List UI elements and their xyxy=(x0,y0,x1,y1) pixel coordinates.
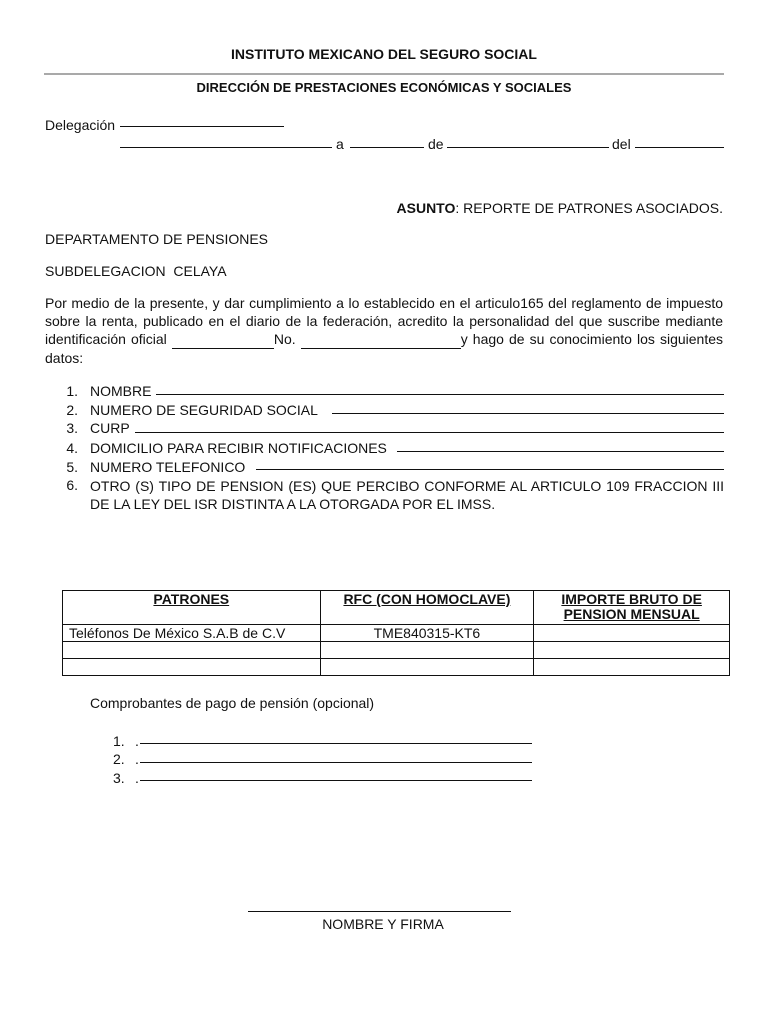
date-del-label: del xyxy=(612,136,631,152)
curp-blank[interactable] xyxy=(135,432,724,433)
header-employers: PATRONES xyxy=(63,591,321,625)
receipt-blank-1[interactable] xyxy=(140,743,532,744)
subject-text: : REPORTE DE PATRONES ASOCIADOS. xyxy=(455,200,723,216)
rfc-cell[interactable] xyxy=(320,659,534,676)
table-header-row xyxy=(63,591,730,625)
phone-blank[interactable] xyxy=(256,469,724,470)
year-blank[interactable] xyxy=(635,147,724,148)
field-label-address: DOMICILIO PARA RECIBIR NOTIFICACIONES xyxy=(90,440,387,456)
id-type-blank[interactable] xyxy=(172,330,274,349)
receipt-dot: . xyxy=(135,751,139,767)
field-label-phone: NUMERO TELEFONICO xyxy=(90,459,246,475)
delegation-label: Delegación xyxy=(45,117,116,133)
nss-blank[interactable] xyxy=(332,413,724,414)
name-blank[interactable] xyxy=(156,394,724,395)
day-blank[interactable] xyxy=(350,147,424,148)
field-label-nss: NUMERO DE SEGURIDAD SOCIAL xyxy=(90,402,318,418)
city-blank[interactable] xyxy=(120,147,332,148)
rfc-cell[interactable]: TME840315-KT6 xyxy=(320,625,534,642)
field-number: 4. xyxy=(66,440,78,456)
field-number: 3. xyxy=(66,420,78,436)
field-number: 6. xyxy=(66,477,78,493)
body-paragraph xyxy=(45,294,723,367)
field-label-curp: CURP xyxy=(90,420,130,436)
field-number: 1. xyxy=(66,383,78,399)
receipt-number: 1. xyxy=(113,733,125,749)
direction-title: DIRECCIÓN DE PRESTACIONES ECONÓMICAS Y SOCIALES xyxy=(196,80,572,95)
employer-cell[interactable] xyxy=(63,659,321,676)
id-number-blank[interactable] xyxy=(301,330,461,349)
receipt-number: 3. xyxy=(113,770,125,786)
signature-line[interactable] xyxy=(248,911,511,912)
body-tail-text: y hago de su conocimiento los siguientes datos: xyxy=(45,331,723,366)
receipt-dot: . xyxy=(135,733,139,749)
header-divider xyxy=(44,73,724,75)
receipt-dot: . xyxy=(135,770,139,786)
amount-cell[interactable] xyxy=(534,625,730,642)
subject-label: ASUNTO xyxy=(396,200,456,216)
employer-cell[interactable]: Teléfonos De México S.A.B de C.V xyxy=(63,625,321,642)
rfc-cell[interactable] xyxy=(320,642,534,659)
subdelegation-name: SUBDELEGACION CELAYA xyxy=(45,263,227,279)
subject-line xyxy=(397,200,723,216)
date-a-label: a xyxy=(336,136,344,152)
table-row xyxy=(63,625,730,642)
id-label: identificación oficial xyxy=(45,331,167,347)
employers-table xyxy=(62,590,730,676)
receipt-blank-2[interactable] xyxy=(140,762,532,763)
field-number: 2. xyxy=(66,402,78,418)
signature-label: NOMBRE Y FIRMA xyxy=(322,916,444,932)
amount-cell[interactable] xyxy=(534,642,730,659)
body-intro-text: Por medio de la presente, y dar cumplimiento a lo establecido en el articulo165 del reglamento de impuesto sobre la renta, publicado en el diario de la federación, acredito la personalidad del que suscribe mediante xyxy=(45,295,723,329)
department-name: DEPARTAMENTO DE PENSIONES xyxy=(45,231,269,247)
receipt-blank-3[interactable] xyxy=(140,780,532,781)
date-de-label: de xyxy=(428,136,444,152)
header-gross-amount: IMPORTE BRUTO DE PENSION MENSUAL xyxy=(534,591,730,625)
employer-cell[interactable] xyxy=(63,642,321,659)
address-blank[interactable] xyxy=(397,451,724,452)
table-row xyxy=(63,659,730,676)
delegation-blank[interactable] xyxy=(120,126,284,127)
receipt-number: 2. xyxy=(113,751,125,767)
id-number-label: No. xyxy=(273,331,296,347)
field-label-name: NOMBRE xyxy=(90,383,152,399)
receipts-title: Comprobantes de pago de pensión (opcional) xyxy=(90,695,375,711)
institute-title: INSTITUTO MEXICANO DEL SEGURO SOCIAL xyxy=(231,46,537,62)
month-blank[interactable] xyxy=(447,147,609,148)
field-number: 5. xyxy=(66,459,78,475)
header-rfc: RFC (CON HOMOCLAVE) xyxy=(320,591,534,625)
table-row xyxy=(63,642,730,659)
amount-cell[interactable] xyxy=(534,659,730,676)
field-label-other-pensions: OTRO (S) TIPO DE PENSION (ES) QUE PERCIBO CONFORME AL ARTICULO 109 FRACCION III DE LA LEY DEL ISR DISTINTA A LA OTORGADA POR EL IMSS. xyxy=(90,478,724,512)
